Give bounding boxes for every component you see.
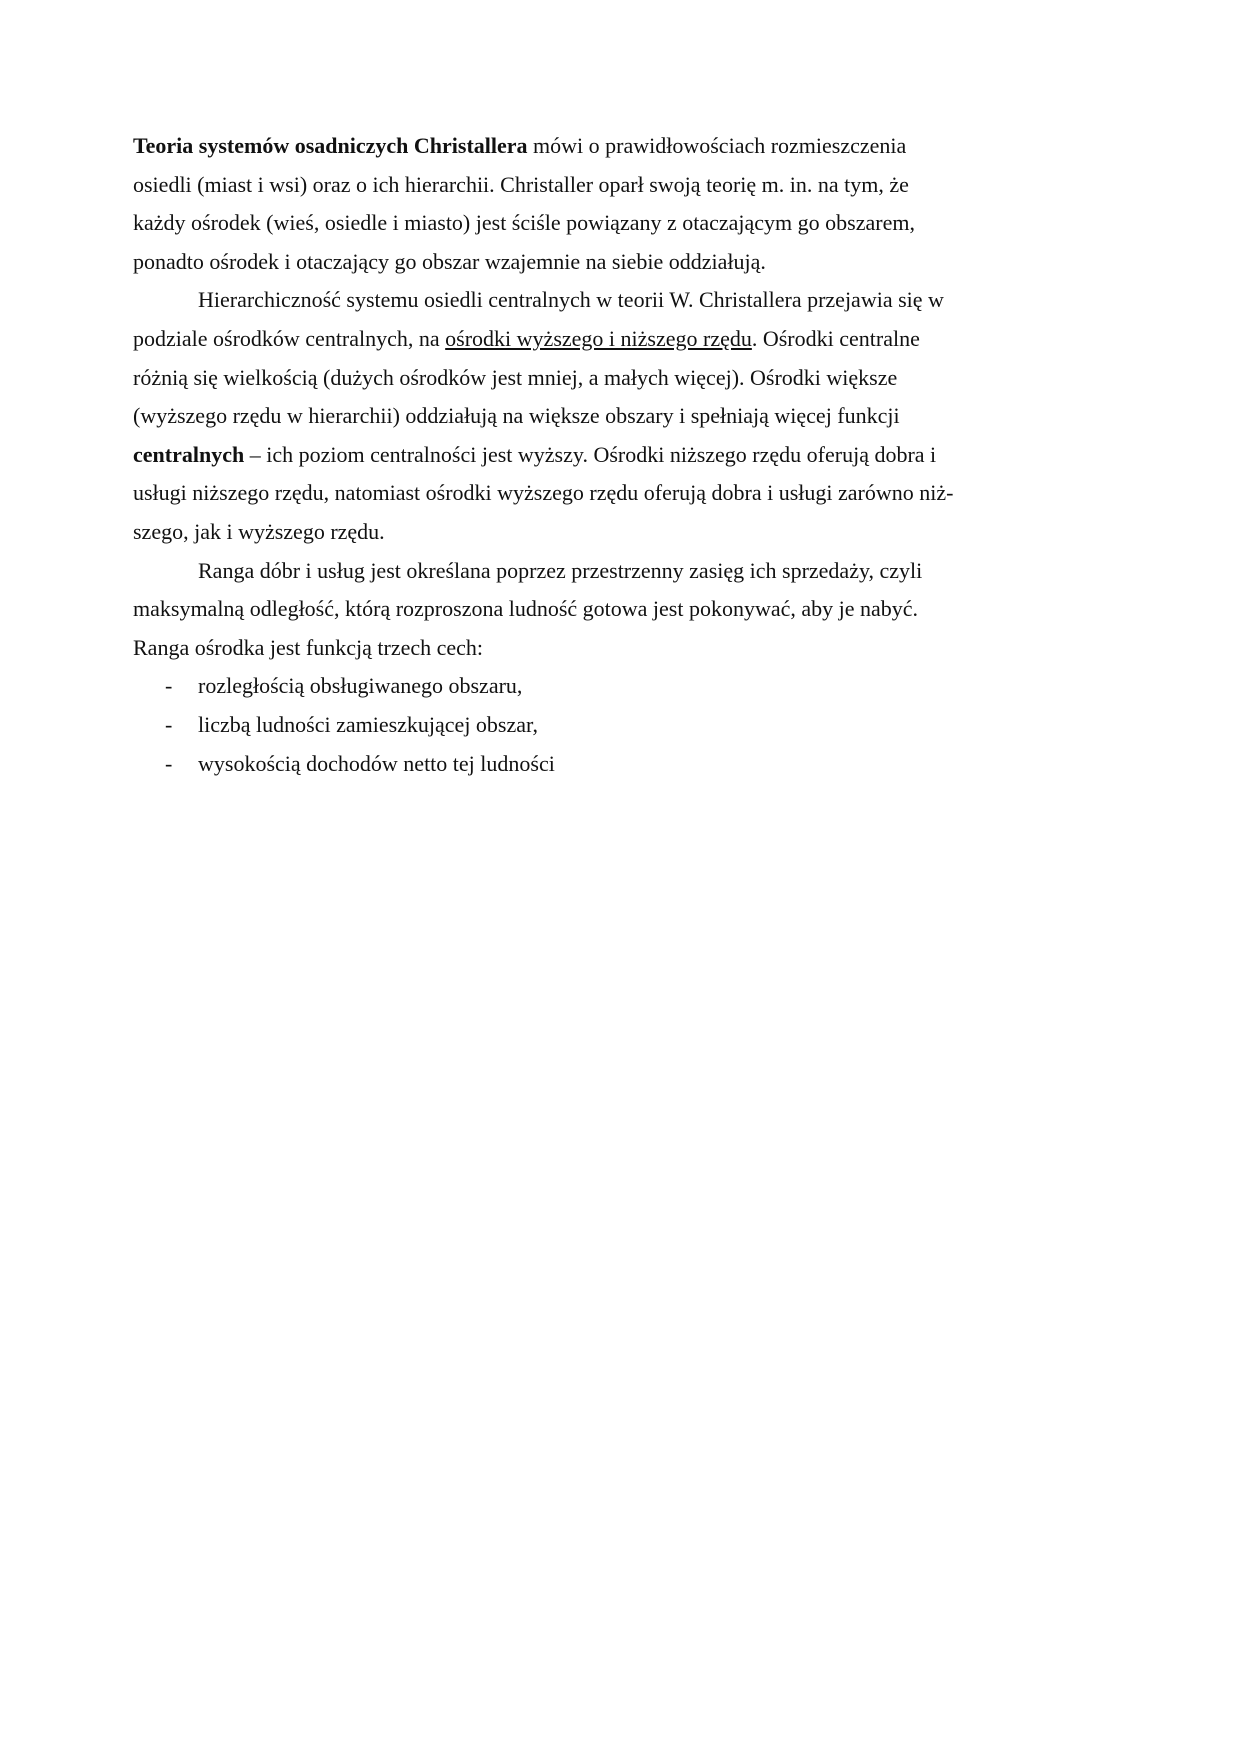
dash-bullet: -: [165, 750, 173, 776]
text-line: osiedli (miast i wsi) oraz o ich hierarchii. Christaller oparł swoją teorię m. in. na tym, że: [133, 171, 909, 197]
underlined-text: ośrodki wyższego i niższego rzędu: [445, 325, 752, 351]
paragraph-2: [133, 281, 993, 551]
text-line: maksymalną odległość, którą rozproszona ludność gotowa jest pokonywać, aby je nabyć.: [133, 596, 919, 622]
paragraph-3: [133, 552, 993, 668]
list-item-text: liczbą ludności zamieszkującej obszar,: [198, 711, 538, 737]
bullet-list: [133, 667, 993, 783]
bold-title: Teoria systemów osadniczych Christallera: [133, 133, 528, 158]
text-line: Ranga ośrodka jest funkcją trzech cech:: [133, 634, 484, 660]
list-item: [133, 706, 993, 745]
text-line: każdy ośrodek (wieś, osiedle i miasto) jest ściśle powiązany z otaczającym go obszarem,: [133, 210, 915, 236]
text-line: różnią się wielkością (dużych ośrodków jest mniej, a małych więcej). Ośrodki większe: [133, 364, 898, 390]
text: – ich poziom centralności jest wyższy. Ośrodki niższego rzędu oferują dobra i: [244, 441, 937, 467]
text-line: (wyższego rzędu w hierarchii) oddziałują na większe obszary i spełniają więcej funkcji: [133, 403, 900, 429]
bold-text: centralnych: [133, 441, 245, 467]
text-line: [133, 127, 993, 166]
list-item: [133, 667, 993, 706]
text-line: [133, 320, 993, 359]
dash-bullet: -: [165, 673, 173, 699]
list-item-text: rozległością obsługiwanego obszaru,: [198, 673, 523, 699]
text-line: usługi niższego rzędu, natomiast ośrodki wyższego rzędu oferują dobra i usługi zarówno niż-: [133, 480, 954, 506]
text: mówi o prawidłowościach rozmieszczenia: [527, 133, 907, 158]
document-page: [133, 127, 993, 783]
list-item-text: wysokością dochodów netto tej ludności: [198, 750, 555, 776]
text: podziale ośrodków centralnych, na: [133, 325, 446, 351]
text-line: [133, 436, 993, 475]
paragraph-1: [133, 127, 993, 281]
list-item: [133, 745, 993, 784]
dash-bullet: -: [165, 711, 173, 737]
text-line: Ranga dóbr i usług jest określana poprzez przestrzenny zasięg ich sprzedaży, czyli: [198, 557, 923, 583]
text-line: szego, jak i wyższego rzędu.: [133, 518, 385, 544]
text-line: ponadto ośrodek i otaczający go obszar wzajemnie na siebie oddziałują.: [133, 248, 766, 274]
text: . Ośrodki centralne: [751, 325, 920, 351]
text-line: Hierarchiczność systemu osiedli centralnych w teorii W. Christallera przejawia się w: [198, 287, 944, 313]
